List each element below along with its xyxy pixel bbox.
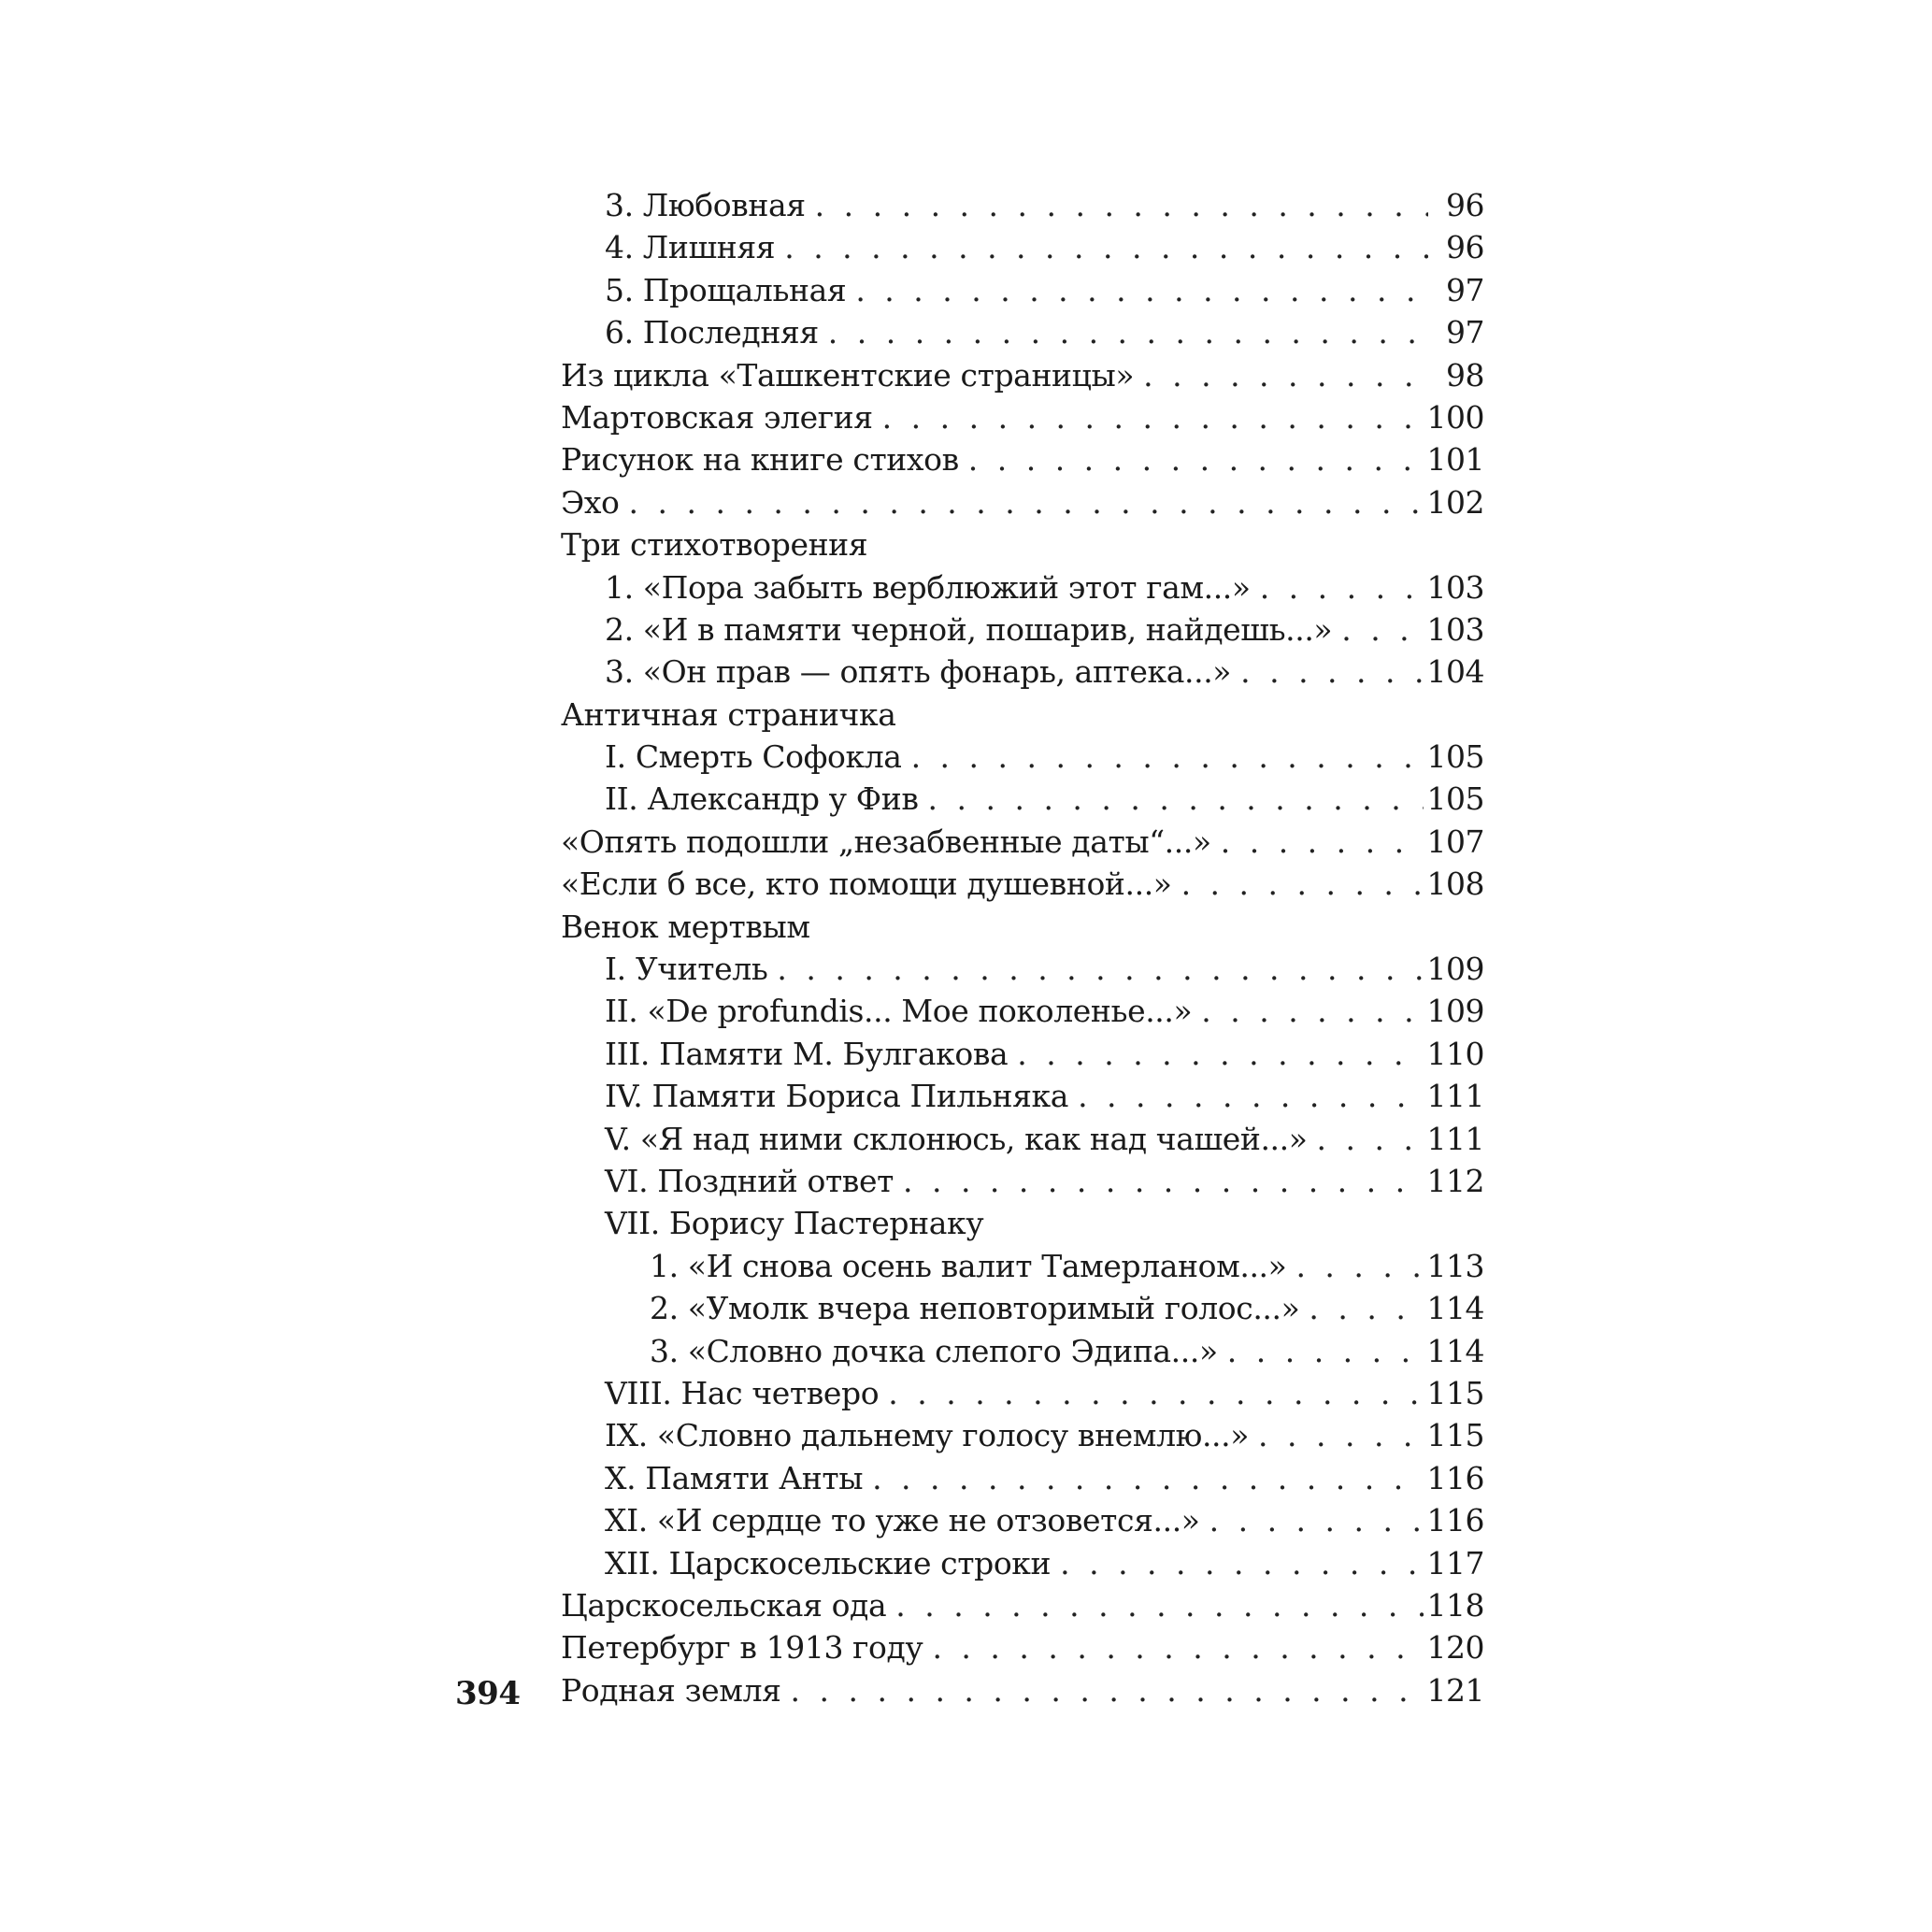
toc-entry-title: Три стихотворения <box>561 526 868 564</box>
toc-entry-page: 96 <box>1446 187 1484 223</box>
dot-leader <box>1221 821 1424 863</box>
toc-entry <box>561 566 1484 608</box>
page-number: 394 <box>455 1675 521 1712</box>
toc-entry <box>561 481 1484 523</box>
toc-entry-title: «Если б все, кто помощи душевной...» <box>561 866 1172 903</box>
toc-entry-page: 98 <box>1446 356 1484 394</box>
toc-entry <box>561 1033 1484 1075</box>
dot-leader <box>1060 1542 1423 1584</box>
dot-leader <box>1309 1287 1423 1329</box>
toc-entry <box>561 1584 1484 1626</box>
toc-entry-page: 111 <box>1426 1120 1484 1157</box>
toc-entry-page: 96 <box>1446 229 1484 266</box>
dot-leader <box>828 311 1428 353</box>
toc-entry-title: II. «De profundis... Мое поколенье...» <box>605 993 1193 1030</box>
toc-entry-page: 103 <box>1426 610 1484 648</box>
toc-entry-title: Царскосельская ода <box>561 1586 887 1624</box>
toc-entry-title: 6. Последняя <box>605 314 819 351</box>
dot-leader <box>855 269 1428 311</box>
toc-entry-title: Мартовская элегия <box>561 398 873 436</box>
toc-entry <box>561 438 1484 480</box>
dot-leader <box>1201 990 1423 1032</box>
toc-entry <box>561 1499 1484 1541</box>
toc-entry-page: 105 <box>1426 780 1484 818</box>
toc-entry-title: X. Памяти Анты <box>605 1459 864 1496</box>
dot-leader <box>928 778 1424 820</box>
toc-entry-title: «Опять подошли „незабвенные даты“...» <box>561 823 1211 860</box>
dot-leader <box>895 1584 1423 1626</box>
toc-entry-page: 105 <box>1426 738 1484 776</box>
dot-leader <box>968 438 1424 480</box>
toc-entry-page: 114 <box>1426 1290 1484 1327</box>
toc-entry-title: Родная земля <box>561 1671 781 1709</box>
toc-entry-title: 3. «Словно дочка слепого Эдипа...» <box>650 1332 1218 1369</box>
toc-entry <box>561 694 1484 736</box>
dot-leader <box>1258 1414 1423 1456</box>
toc-entry-page: 117 <box>1426 1544 1484 1581</box>
toc-entry-title: Античная страничка <box>561 695 896 733</box>
toc-entry-page: 101 <box>1426 441 1484 479</box>
toc-entry-page: 111 <box>1426 1078 1484 1115</box>
toc-entry <box>561 651 1484 693</box>
toc-entry-page: 103 <box>1426 568 1484 606</box>
toc-entry-page: 120 <box>1426 1629 1484 1667</box>
toc-entry <box>561 778 1484 820</box>
toc-entry-page: 118 <box>1426 1586 1484 1624</box>
toc-entry-page: 109 <box>1426 951 1484 988</box>
toc-entry-title: Венок мертвым <box>561 908 810 945</box>
dot-leader <box>629 481 1424 523</box>
dot-leader <box>1017 1033 1423 1075</box>
toc-entry-page: 115 <box>1426 1374 1484 1411</box>
dot-leader <box>903 1160 1424 1202</box>
toc-entry <box>561 396 1484 438</box>
toc-entry-title: 3. «Он прав — опять фонарь, аптека...» <box>605 653 1232 691</box>
toc-entry <box>561 311 1484 353</box>
toc-entry-title: Рисунок на книге стихов <box>561 441 959 479</box>
toc-entry-title: VII. Борису Пастернаку <box>605 1205 984 1242</box>
toc-entry-page: 102 <box>1426 483 1484 521</box>
toc-entry-page: 104 <box>1426 653 1484 691</box>
toc-entry <box>561 1372 1484 1414</box>
toc-entry-page: 97 <box>1446 314 1484 351</box>
toc-entry-title: 3. Любовная <box>605 187 806 223</box>
toc-entry <box>561 184 1484 226</box>
toc-entry-page: 121 <box>1426 1671 1484 1709</box>
toc-entry-page: 97 <box>1446 271 1484 308</box>
toc-entry-title: III. Памяти М. Булгакова <box>605 1035 1009 1072</box>
toc-entry-title: I. Учитель <box>605 951 768 988</box>
dot-leader <box>1317 1118 1424 1160</box>
dot-leader <box>932 1626 1423 1668</box>
toc-entry-title: 4. Лишняя <box>605 229 776 266</box>
toc-entry-title: 1. «Пора забыть верблюжий этот гам...» <box>605 568 1251 606</box>
toc-entry <box>561 1245 1484 1287</box>
toc-entry-title: 2. «И в памяти черной, пошарив, найдешь...» <box>605 610 1333 648</box>
dot-leader <box>882 396 1424 438</box>
table-of-contents <box>561 184 1484 1711</box>
toc-entry-title: VI. Поздний ответ <box>605 1162 894 1199</box>
toc-entry-title: IX. «Словно дальнему голосу внемлю...» <box>605 1417 1250 1454</box>
toc-entry <box>561 1160 1484 1202</box>
toc-entry <box>561 608 1484 651</box>
dot-leader <box>1260 566 1424 608</box>
toc-entry-title: IV. Памяти Бориса Пильняка <box>605 1078 1069 1115</box>
toc-entry <box>561 354 1484 396</box>
toc-entry-title: II. Александр у Фив <box>605 780 919 818</box>
dot-leader <box>1181 863 1424 905</box>
toc-entry <box>561 1457 1484 1499</box>
toc-entry-page: 113 <box>1426 1247 1484 1284</box>
dot-leader <box>872 1457 1423 1499</box>
toc-entry-title: Петербург в 1913 году <box>561 1629 923 1667</box>
toc-entry <box>561 1287 1484 1329</box>
toc-entry <box>561 1330 1484 1372</box>
toc-entry <box>561 1118 1484 1160</box>
toc-entry <box>561 736 1484 778</box>
dot-leader <box>1240 651 1423 693</box>
toc-entry-title: Из цикла «Ташкентские страницы» <box>561 356 1135 394</box>
toc-entry-title: 2. «Умолк вчера неповторимый голос...» <box>650 1290 1300 1327</box>
toc-entry-page: 110 <box>1426 1035 1484 1072</box>
toc-entry-title: VIII. Нас четверо <box>605 1374 880 1411</box>
toc-entry <box>561 1414 1484 1456</box>
dot-leader <box>791 1669 1424 1711</box>
toc-entry <box>561 1542 1484 1584</box>
dot-leader <box>1227 1330 1424 1372</box>
toc-entry-title: Эхо <box>561 483 620 521</box>
toc-entry <box>561 906 1484 948</box>
toc-entry <box>561 948 1484 990</box>
toc-entry-page: 114 <box>1426 1332 1484 1369</box>
toc-entry-page: 108 <box>1426 866 1484 903</box>
toc-entry-title: 1. «И снова осень валит Тамерланом...» <box>650 1247 1287 1284</box>
toc-entry <box>561 821 1484 863</box>
toc-entry-title: 5. Прощальная <box>605 271 847 308</box>
toc-entry-title: XI. «И сердце то уже не отзовется...» <box>605 1502 1200 1539</box>
toc-entry-page: 116 <box>1426 1459 1484 1496</box>
toc-entry-page: 100 <box>1426 398 1484 436</box>
toc-entry <box>561 226 1484 268</box>
toc-entry-title: V. «Я над ними склонюсь, как над чашей...» <box>605 1120 1308 1157</box>
toc-entry <box>561 1202 1484 1244</box>
dot-leader <box>1143 354 1428 396</box>
dot-leader <box>1209 1499 1424 1541</box>
toc-entry-page: 116 <box>1426 1502 1484 1539</box>
toc-entry-page: 109 <box>1426 993 1484 1030</box>
dot-leader <box>1078 1075 1423 1117</box>
toc-entry <box>561 863 1484 905</box>
dot-leader <box>777 948 1423 990</box>
dot-leader <box>815 184 1428 226</box>
toc-entry <box>561 269 1484 311</box>
toc-entry <box>561 990 1484 1032</box>
dot-leader <box>784 226 1428 268</box>
dot-leader <box>888 1372 1423 1414</box>
dot-leader <box>1341 608 1423 651</box>
toc-entry <box>561 1626 1484 1668</box>
toc-entry <box>561 1669 1484 1711</box>
dot-leader <box>911 736 1424 778</box>
toc-entry-page: 107 <box>1426 823 1484 860</box>
toc-entry <box>561 523 1484 565</box>
toc-entry <box>561 1075 1484 1117</box>
toc-entry-page: 115 <box>1426 1417 1484 1454</box>
toc-entry-title: I. Смерть Софокла <box>605 738 902 776</box>
toc-entry-page: 112 <box>1426 1162 1484 1199</box>
dot-leader <box>1295 1245 1423 1287</box>
toc-entry-title: XII. Царскосельские строки <box>605 1544 1052 1581</box>
